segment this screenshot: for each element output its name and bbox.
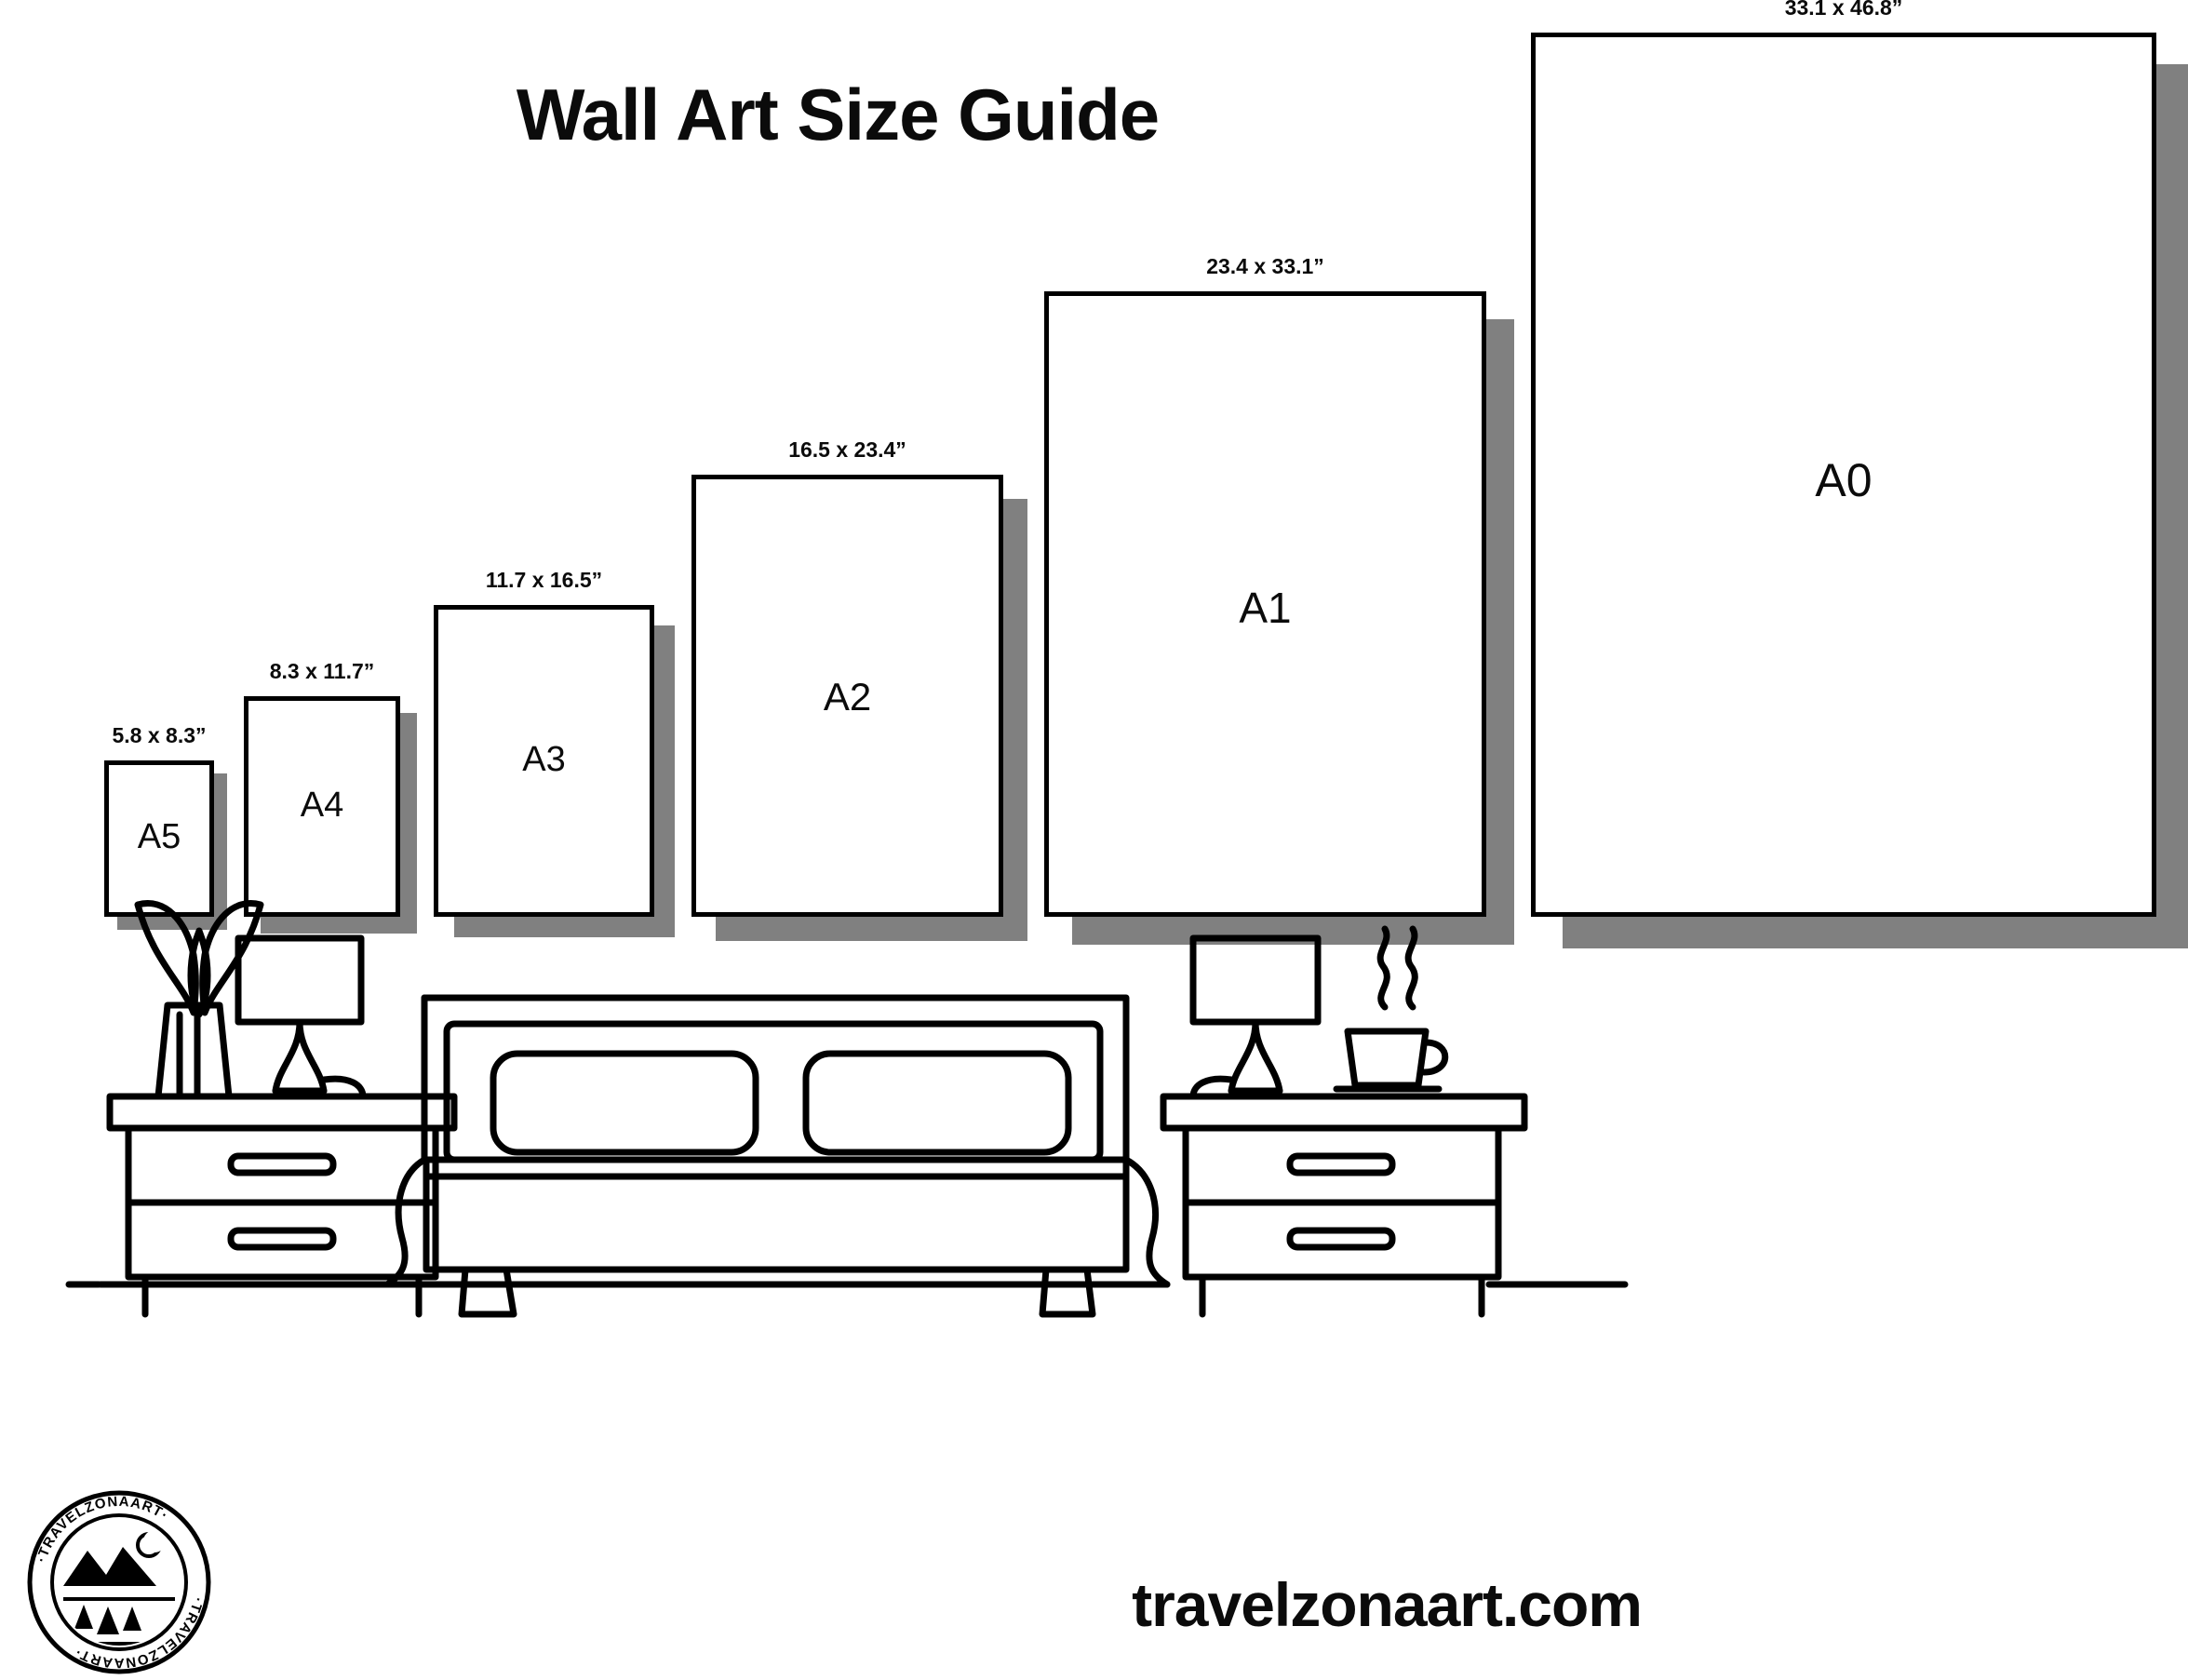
frame-a4[interactable] bbox=[244, 696, 400, 917]
bedroom-illustration bbox=[56, 894, 1638, 1415]
frame-group-a3 bbox=[434, 0, 654, 917]
coffee-cup bbox=[1336, 929, 1445, 1089]
svg-text:·TRAVELZONAART· bbox=[72, 1595, 207, 1671]
frame-a2[interactable] bbox=[691, 475, 1003, 917]
brand-logo bbox=[26, 1489, 212, 1675]
frame-dimensions-a2: 16.5 x 23.4” bbox=[788, 437, 906, 462]
frame-label-a2: A2 bbox=[823, 674, 872, 719]
frame-label-a3: A3 bbox=[522, 739, 566, 779]
pillow-left bbox=[493, 1054, 756, 1152]
table-lamp-left bbox=[238, 938, 363, 1096]
frame-a1[interactable] bbox=[1044, 291, 1486, 917]
frame-group-a0 bbox=[1531, 0, 2156, 917]
frame-a0[interactable] bbox=[1531, 33, 2156, 917]
frame-dimensions-a3: 11.7 x 16.5” bbox=[485, 568, 603, 592]
vase-with-plant bbox=[138, 904, 261, 1096]
frame-dimensions-a4: 8.3 x 11.7” bbox=[269, 659, 375, 683]
logo-brand-bottom: ·TRAVELZONAART· bbox=[71, 1595, 207, 1672]
frame-group-a4 bbox=[244, 0, 400, 917]
nightstand-right bbox=[1163, 1096, 1601, 1314]
frame-label-a1: A1 bbox=[1239, 584, 1292, 632]
frame-label-a0: A0 bbox=[1815, 454, 1873, 506]
frame-group-a2 bbox=[691, 0, 1003, 917]
frame-group-a5 bbox=[104, 0, 214, 917]
frame-dimensions-a1: 23.4 x 33.1” bbox=[1206, 254, 1324, 278]
website-url: travelzonaart.com bbox=[1132, 1570, 1642, 1639]
frame-a3[interactable] bbox=[434, 605, 654, 917]
bed-with-headboard bbox=[387, 998, 1167, 1314]
frame-label-a5: A5 bbox=[137, 817, 181, 856]
frame-label-a4: A4 bbox=[300, 785, 344, 825]
table-lamp-right bbox=[1193, 938, 1318, 1096]
svg-text:·TRAVELZONAART· bbox=[34, 1494, 171, 1565]
frame-dimensions-a0: 33.1 x 46.8” bbox=[1784, 0, 1903, 20]
logo-brand-top: ·TRAVELZONAART· bbox=[34, 1493, 172, 1565]
frame-group-a1 bbox=[1044, 0, 1486, 917]
pillow-right bbox=[806, 1054, 1068, 1152]
frame-dimensions-a5: 5.8 x 8.3” bbox=[112, 723, 207, 747]
page-title: Wall Art Size Guide bbox=[516, 74, 1160, 155]
